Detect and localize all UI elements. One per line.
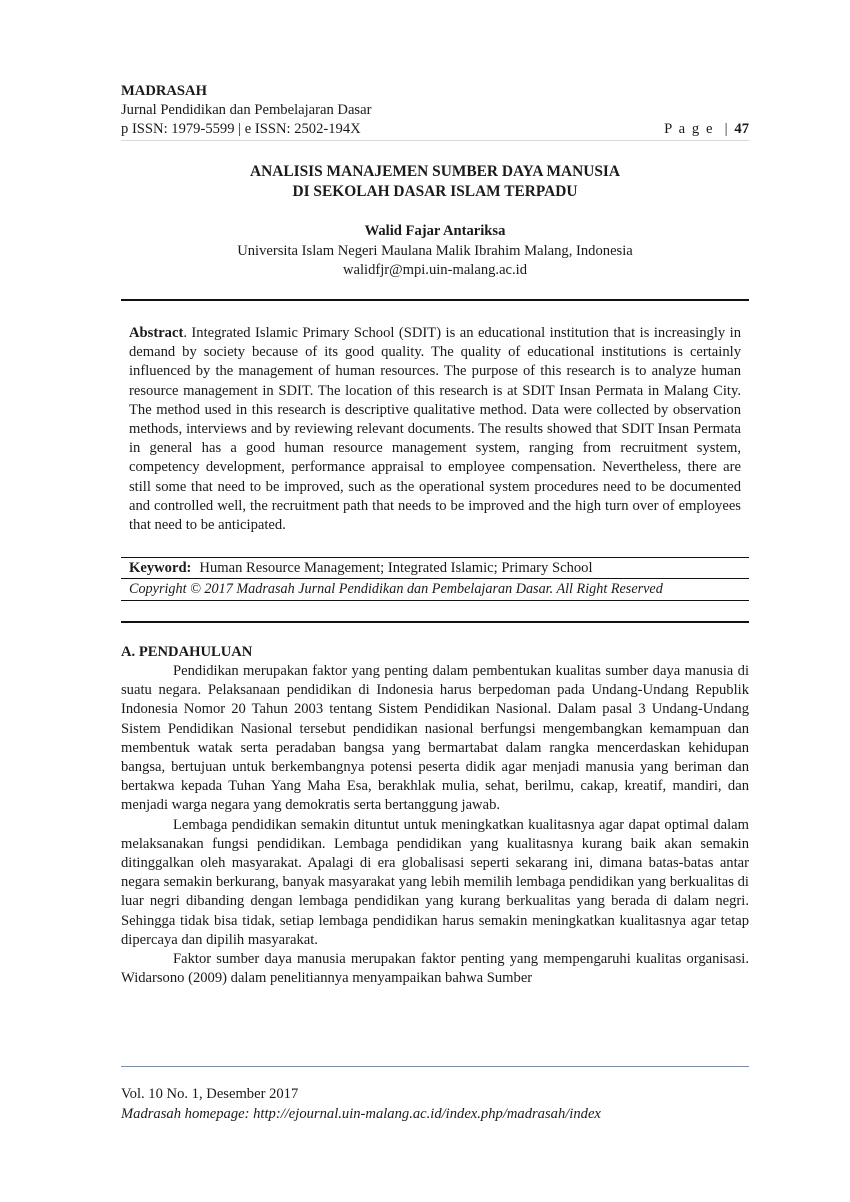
page-indicator — [664, 120, 749, 139]
section-body — [121, 662, 749, 988]
running-header — [121, 82, 749, 139]
header-divider — [121, 140, 749, 141]
author-affiliation: Universita Islam Negeri Maulana Malik Ibrahim Malang, Indonesia — [237, 242, 633, 259]
abstract-bottom-rule — [121, 621, 749, 623]
author-block — [121, 222, 749, 281]
section-heading: A. PENDAHULUAN — [121, 644, 253, 660]
body-paragraph: Lembaga pendidikan semakin dituntut untuk meningkatkan kualitasnya agar dapat optimal dalam melaksanakan fungsi pendidikan. Lembaga pendidikan yang kualitasnya kurang baik akan semakin ditinggalkan oleh masyarakat. Apalagi di era globalisasi seperti sekarang ini, dimana batas-batas antar negara semakin berkurang, banyak masyarakat yang lebih memilih lembaga pendidikan yang berkualitas di luar negri dibanding dengan lembaga pendidikan yang kurang berkualitas yang berada di dalam negri. Sehingga tidak bisa tidak, setiap lembaga pendidikan harus semakin meningkatkan kualitasnya agar tetap dipercaya dan dipilih masyarakat. — [121, 816, 749, 948]
keyword-label: Keyword: — [129, 560, 192, 576]
journal-name: MADRASAH — [121, 83, 207, 99]
page-label: P a g e — [664, 121, 715, 137]
author-email: walidfjr@mpi.uin-malang.ac.id — [342, 262, 528, 278]
journal-subtitle: Jurnal Pendidikan dan Pembelajaran Dasar — [121, 102, 372, 118]
title-line-1: ANALISIS MANAJEMEN SUMBER DAYA MANUSIA — [250, 163, 620, 180]
page-number: 47 — [734, 121, 749, 137]
title-line-2: DI SEKOLAH DASAR ISLAM TERPADU — [292, 183, 578, 200]
article-title — [121, 162, 749, 202]
abstract-text: . Integrated Islamic Primary School (SDIT) is an educational institution that is increasingly in demand by society because of its good quality. The quality of educational institutions is certainly influenced by the management of human resources. The purpose of this research is to analyze human resource management in SDIT. The location of this research is at SDIT Insan Permata in Malang City. The method used in this research is descriptive qualitative method. Data were collected by observation methods, interviews and by reviewing relevant documents. The results showed that SDIT Insan Permata in general has a good human resource management system, ranging from recruitment system, competency development, performance appraisal to employee compensation. Nevertheless, there are still some that need to be improved, such as the operational system procedures need to be documented and controlled well, the recruitment path that needs to be improved and the high turn over of employees that need to be anticipated. — [129, 325, 741, 534]
keyword-top-rule — [121, 557, 749, 558]
keyword-text: Human Resource Management; Integrated Islamic; Primary School — [199, 560, 593, 576]
footer-volume: Vol. 10 No. 1, Desember 2017 — [121, 1086, 299, 1102]
footer-homepage: Madrasah homepage: http://ejournal.uin-malang.ac.id/index.php/madrasah/index — [121, 1106, 601, 1122]
issn-text: p ISSN: 1979-5599 | e ISSN: 2502-194X — [121, 121, 361, 137]
keywords — [129, 559, 741, 578]
copyright-notice: Copyright © 2017 Madrasah Jurnal Pendidikan dan Pembelajaran Dasar. All Right Reserved — [129, 581, 663, 597]
body-paragraph: Pendidikan merupakan faktor yang penting dalam pembentukan kualitas sumber daya manusia di suatu negara. Pelaksanaan pendidikan di Indonesia harus berpedoman pada Undang-Undang Republik Indonesia Nomor 20 Tahun 2003 tentang Sistem Pendidikan Nasional. Dalam pasal 3 Undang-Undang Sistem Pendidikan Nasional tersebut pendidikan nasional berfungsi mengembangkan kemampuan dan membentuk watak serta peradaban bangsa yang bermartabat dalam rangka mencerdaskan kehidupan bangsa, bertujuan untuk berkembangnya potensi peserta didik agar menjadi manusia yang beriman dan bertakwa kepada Tuhan Yang Maha Esa, berakhlak mulia, sehat, berilmu, cakap, kreatif, mandiri, dan menjadi warga negara yang demokratis serta bertanggung jawab. — [121, 663, 749, 814]
abstract — [129, 324, 741, 535]
journal-page — [121, 0, 749, 1202]
author-name: Walid Fajar Antariksa — [364, 223, 506, 239]
keyword-bottom-rule — [121, 578, 749, 579]
abstract-top-rule — [121, 299, 749, 301]
page-separator: | — [724, 121, 730, 137]
abstract-label: Abstract — [129, 325, 184, 341]
body-paragraph: Faktor sumber daya manusia merupakan faktor penting yang mempengaruhi kualitas organisasi. Widarsono (2009) dalam penelitiannya menyampaikan bahwa Sumber — [121, 951, 749, 987]
issn-row — [121, 120, 749, 139]
page-footer — [121, 1084, 749, 1124]
footer-divider — [121, 1066, 749, 1067]
copyright-bottom-rule — [121, 600, 749, 601]
